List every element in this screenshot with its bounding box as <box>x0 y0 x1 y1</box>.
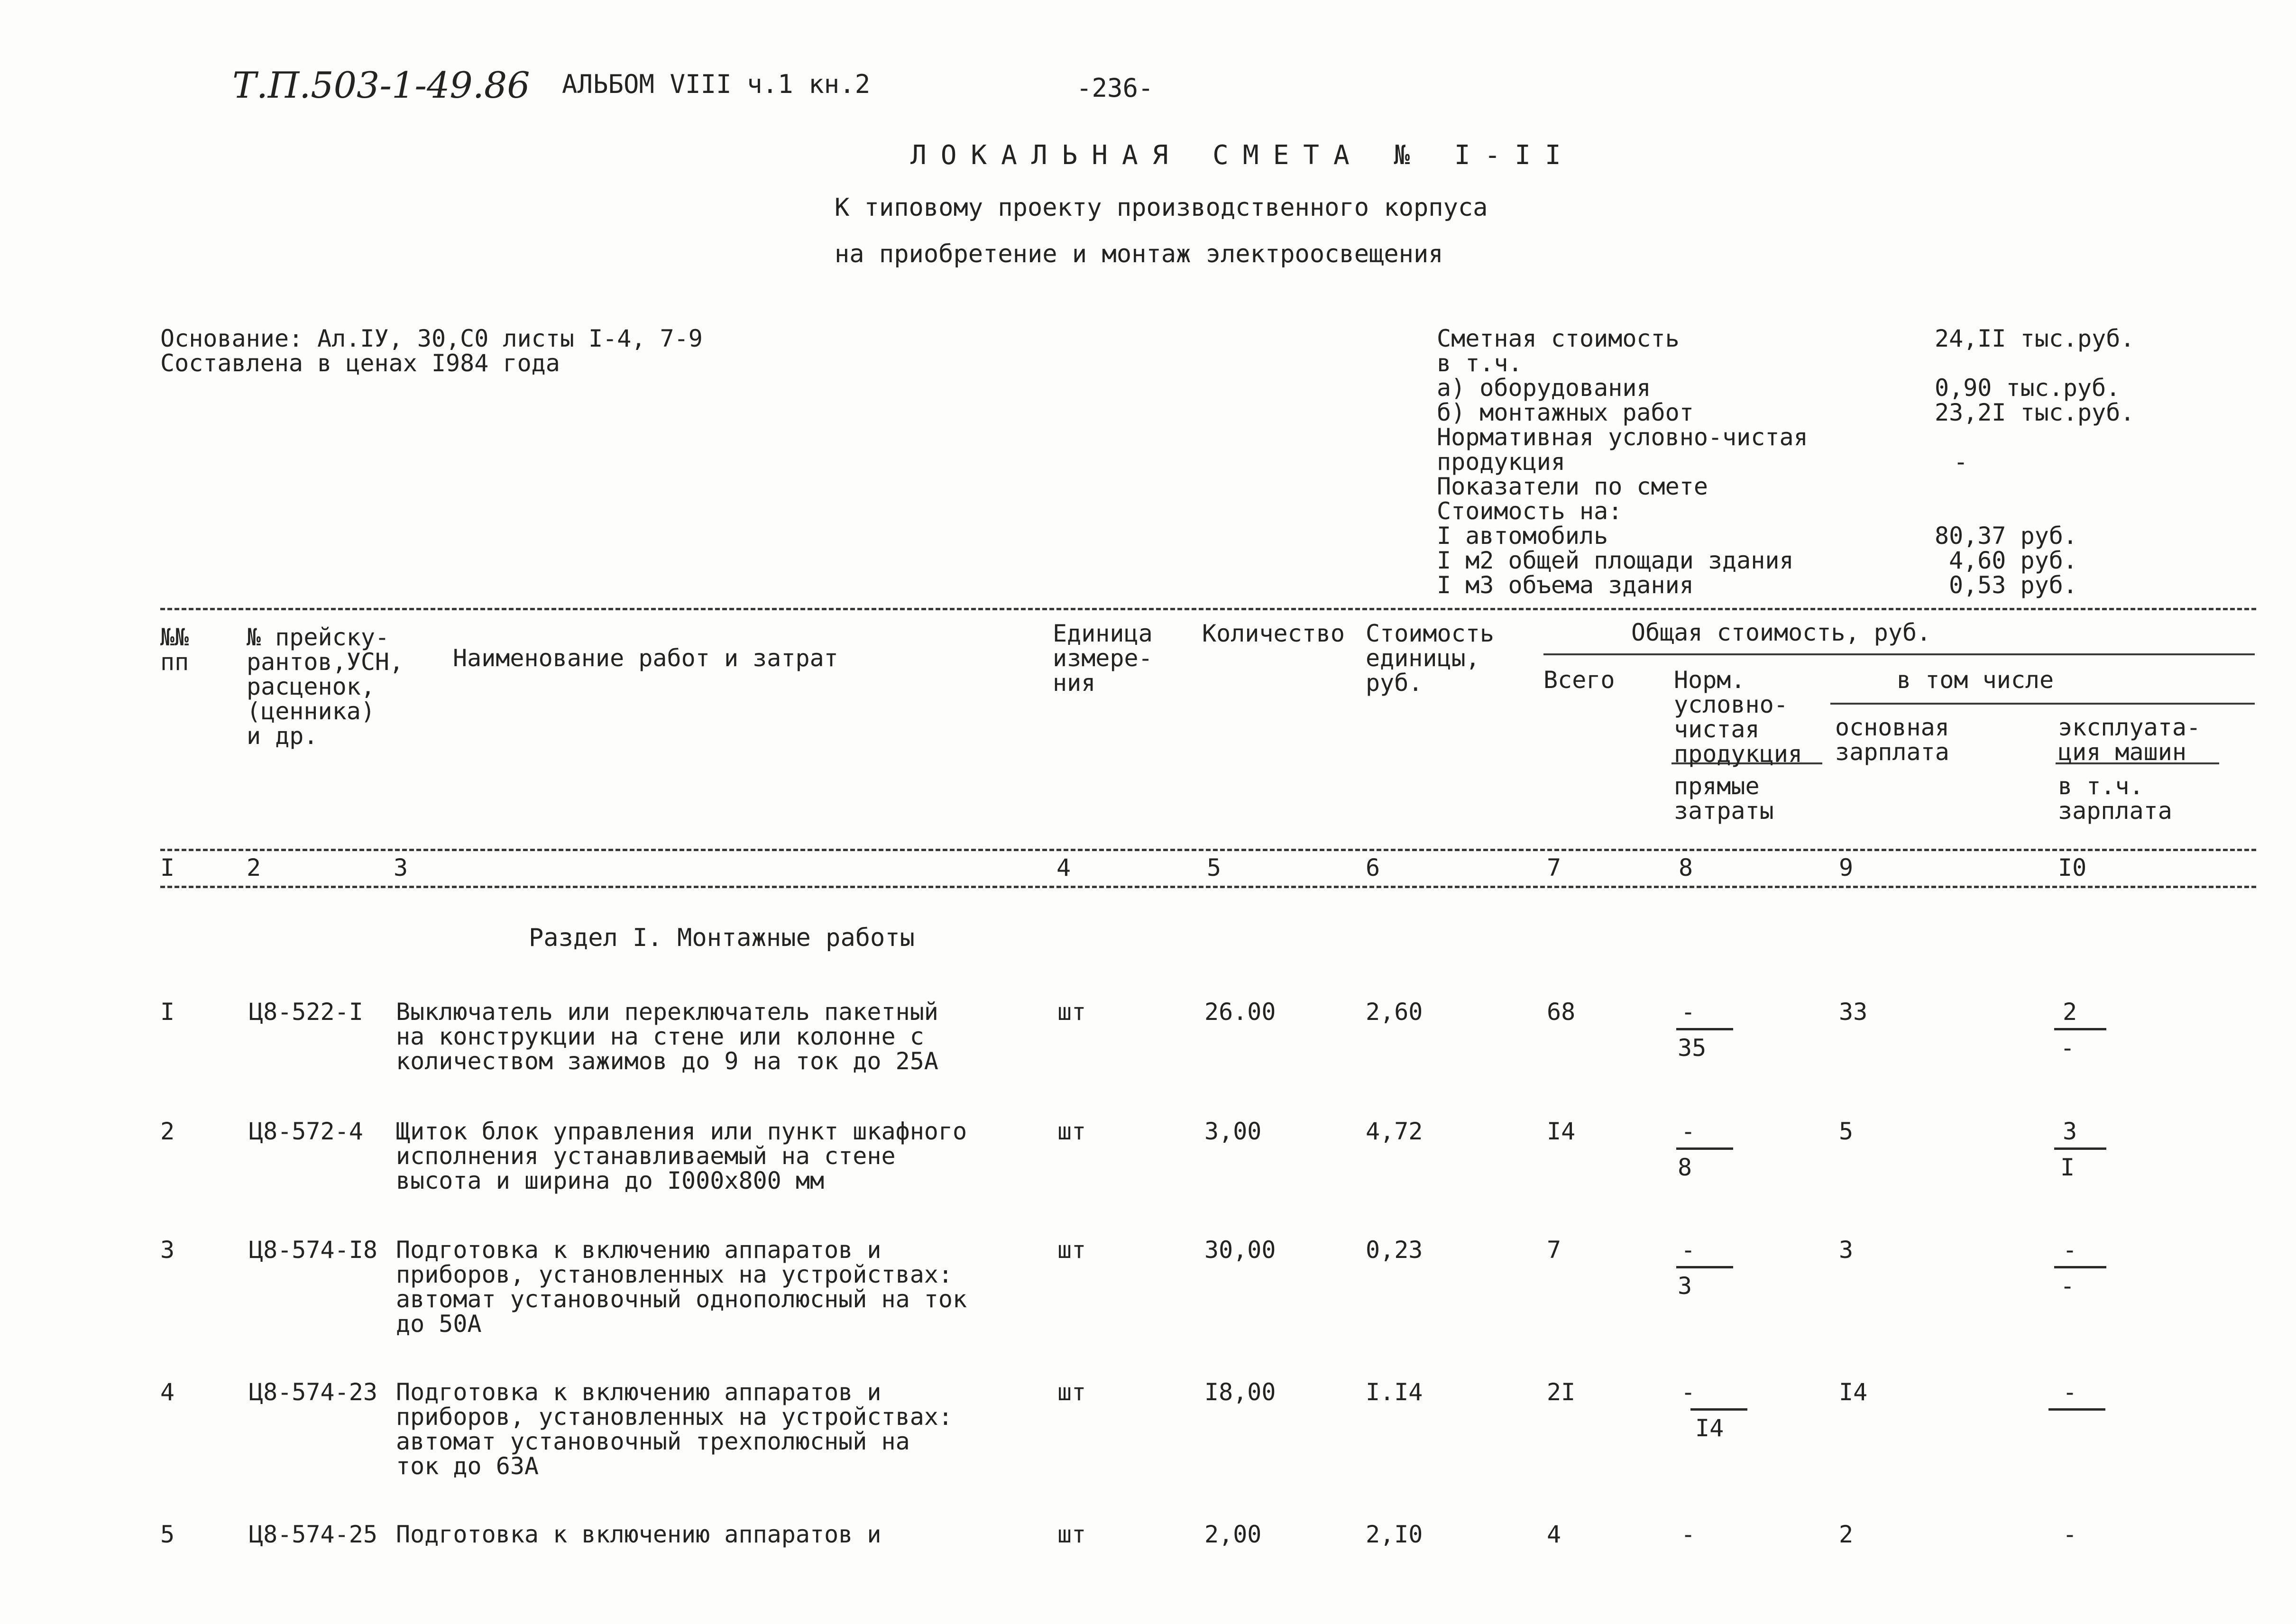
summary-value: 4,60 руб. <box>1949 547 2077 574</box>
fraction-rule <box>1676 1147 1733 1150</box>
page-number: -236- <box>1076 73 1154 103</box>
row-mach-bottom: I <box>2060 1154 2075 1181</box>
row-norm-top: - <box>1681 1378 1696 1406</box>
row-price: I.I4 <box>1366 1378 1423 1406</box>
row-num: 4 <box>160 1378 175 1406</box>
col-header-num: №№ пп <box>160 624 189 676</box>
summary-line <box>1437 474 2153 499</box>
col-header-code: № прейску- рантов,УСН, расценок, (ценника) и др. <box>247 624 404 750</box>
row-name: Щиток блок управления или пункт шкафного исполнения устанавливаемый на стене высота и ширина до I000х800 мм <box>396 1118 967 1194</box>
summary-line <box>1437 376 2153 400</box>
col-header-mach-salary: в т.ч. зарплата <box>2058 772 2172 825</box>
section-title: Раздел I. Монтажные работы <box>529 924 915 952</box>
title-subline-1: К типовому проекту производственного корпуса <box>835 193 1488 222</box>
row-num: I <box>160 998 175 1026</box>
incl-group-header: в том числе <box>1897 666 2054 694</box>
summary-label: Сметная стоимость <box>1437 325 1680 352</box>
row-unit: шт <box>1057 1378 1086 1406</box>
summary-line <box>1437 450 2153 474</box>
row-norm-bottom: I4 <box>1695 1414 1724 1442</box>
row-name: Подготовка к включению аппаратов и <box>396 1521 882 1548</box>
col-header-qty: Количество <box>1202 620 1345 647</box>
summary-label: Показатели по смете <box>1437 473 1708 500</box>
row-mach-top: - <box>2063 1521 2077 1548</box>
fraction-rule <box>2054 1266 2106 1268</box>
summary-label: I м3 объема здания <box>1437 571 1694 599</box>
summary-value: 0,53 руб. <box>1949 571 2077 599</box>
column-number: I <box>160 854 175 881</box>
fraction-rule <box>2048 1408 2105 1411</box>
row-qty: 26.00 <box>1204 998 1276 1026</box>
row-price: 2,60 <box>1366 998 1423 1026</box>
summary-line <box>1437 351 2153 376</box>
document-title: ЛОКАЛЬНАЯ СМЕТА № I-II <box>910 140 1575 171</box>
col-header-direct: прямые затраты <box>1674 772 1774 825</box>
incl-group-rule <box>1830 703 2255 705</box>
row-code: Ц8-574-23 <box>249 1378 377 1406</box>
row-total: I4 <box>1547 1118 1576 1145</box>
fraction-rule <box>1676 1266 1733 1268</box>
row-price: 4,72 <box>1366 1118 1423 1145</box>
total-group-header: Общая стоимость, руб. <box>1631 619 1931 646</box>
row-mach-top: 2 <box>2063 998 2077 1026</box>
row-qty: I8,00 <box>1204 1378 1276 1406</box>
column-number: 5 <box>1207 854 1221 881</box>
summary-line <box>1437 548 2153 573</box>
fraction-rule <box>2054 1147 2106 1150</box>
column-number: 2 <box>247 854 261 881</box>
row-name: Выключатель или переключатель пакетный на конструкции на стене или колонне с количеством зажимов до 9 на ток до 25А <box>396 998 938 1075</box>
col-header-unit: Единица измере- ния <box>1053 620 1153 697</box>
row-qty: 3,00 <box>1204 1118 1262 1145</box>
row-name: Подготовка к включению аппаратов и приборов, установленных на устройствах: автомат установочный трехполюсный на ток до 63А <box>396 1378 953 1480</box>
row-mach-bottom: - <box>2060 1034 2075 1062</box>
row-norm-top: - <box>1681 1118 1696 1145</box>
document-code: Т.П.503-1-49.86 <box>232 64 530 106</box>
summary-label: I м2 общей площади здания <box>1437 547 1794 574</box>
col-header-price: Стоимость единицы, руб. <box>1366 620 1494 697</box>
col-header-norm: Норм. условно- чистая продукция <box>1674 666 1802 768</box>
header-top-rule <box>160 608 2256 610</box>
album-label: АЛЬБОМ VIII ч.1 кн.2 <box>562 69 871 99</box>
summary-label: б) монтажных работ <box>1437 399 1694 426</box>
summary-label: Стоимость на: <box>1437 497 1623 525</box>
column-number: 9 <box>1839 854 1854 881</box>
row-name: Подготовка к включению аппаратов и приборов, установленных на устройствах: автомат установочный однополюсный на ток до 50А <box>396 1236 967 1338</box>
summary-value: 23,2I тыс.руб. <box>1935 399 2135 426</box>
column-number: 8 <box>1679 854 1693 881</box>
row-total: 2I <box>1547 1378 1576 1406</box>
row-norm-top: - <box>1681 1236 1696 1264</box>
column-number: 3 <box>394 854 408 881</box>
col-header-name: Наименование работ и затрат <box>453 644 838 672</box>
row-unit: шт <box>1057 1236 1086 1264</box>
row-salary: 33 <box>1839 998 1868 1026</box>
summary-label: I автомобиль <box>1437 522 1608 550</box>
row-mach-bottom: - <box>2060 1272 2075 1300</box>
summary-line <box>1437 499 2153 523</box>
fraction-rule <box>2054 1028 2106 1030</box>
summary-line <box>1437 400 2153 425</box>
row-norm-top: - <box>1681 998 1696 1026</box>
row-price: 0,23 <box>1366 1236 1423 1264</box>
summary-value: 0,90 тыс.руб. <box>1935 374 2121 402</box>
row-num: 5 <box>160 1521 175 1548</box>
row-norm-top: - <box>1681 1521 1696 1548</box>
basis-line-1: Основание: Ал.IУ, 30,С0 листы I-4, 7-9 <box>160 325 703 352</box>
row-num: 2 <box>160 1118 175 1145</box>
fraction-rule <box>1676 1028 1733 1030</box>
row-mach-top: - <box>2063 1378 2077 1406</box>
col-header-machines: эксплуата- ция машин <box>2058 714 2201 766</box>
row-norm-bottom: 8 <box>1678 1154 1692 1181</box>
column-number: 6 <box>1366 854 1380 881</box>
row-salary: 3 <box>1839 1236 1854 1264</box>
summary-value: 80,37 руб. <box>1935 522 2078 550</box>
column-numbers-bottom-rule <box>160 886 2256 888</box>
row-unit: шт <box>1057 1521 1086 1548</box>
column-number: 4 <box>1056 854 1071 881</box>
row-num: 3 <box>160 1236 175 1264</box>
column-number: 7 <box>1547 854 1561 881</box>
row-unit: шт <box>1057 998 1086 1026</box>
row-norm-bottom: 3 <box>1678 1272 1692 1300</box>
summary-label: Нормативная условно-чистая <box>1437 423 1808 451</box>
col-header-total: Всего <box>1543 666 1615 694</box>
row-code: Ц8-574-25 <box>249 1521 377 1548</box>
row-salary: 5 <box>1839 1118 1854 1145</box>
row-salary: 2 <box>1839 1521 1854 1548</box>
row-qty: 2,00 <box>1204 1521 1262 1548</box>
cost-summary <box>1437 326 2153 597</box>
summary-line <box>1437 523 2153 548</box>
title-subline-2: на приобретение и монтаж электроосвещения <box>835 240 1443 268</box>
row-norm-bottom: 35 <box>1678 1034 1707 1062</box>
column-number: I0 <box>2058 854 2087 881</box>
row-total: 7 <box>1547 1236 1561 1264</box>
summary-value: 24,II тыс.руб. <box>1935 325 2135 352</box>
row-total: 68 <box>1547 998 1576 1026</box>
row-code: Ц8-522-I <box>249 998 363 1026</box>
column-numbers-top-rule <box>160 849 2256 851</box>
summary-value: - <box>1954 448 1968 476</box>
row-salary: I4 <box>1839 1378 1868 1406</box>
summary-label: а) оборудования <box>1437 374 1651 402</box>
summary-line <box>1437 573 2153 597</box>
summary-line <box>1437 425 2153 450</box>
row-unit: шт <box>1057 1118 1086 1145</box>
summary-label: в т.ч. <box>1437 349 1523 377</box>
row-total: 4 <box>1547 1521 1561 1548</box>
row-price: 2,I0 <box>1366 1521 1423 1548</box>
row-mach-top: 3 <box>2063 1118 2077 1145</box>
row-code: Ц8-574-I8 <box>249 1236 377 1264</box>
summary-label: продукция <box>1437 448 1565 476</box>
col-header-salary: основная зарплата <box>1835 714 1949 766</box>
summary-line <box>1437 326 2153 351</box>
row-code: Ц8-572-4 <box>249 1118 363 1145</box>
total-group-rule <box>1543 653 2255 655</box>
row-mach-top: - <box>2063 1236 2077 1264</box>
basis-line-2: Составлена в ценах I984 года <box>160 349 560 377</box>
row-qty: 30,00 <box>1204 1236 1276 1264</box>
fraction-rule <box>1690 1408 1747 1411</box>
